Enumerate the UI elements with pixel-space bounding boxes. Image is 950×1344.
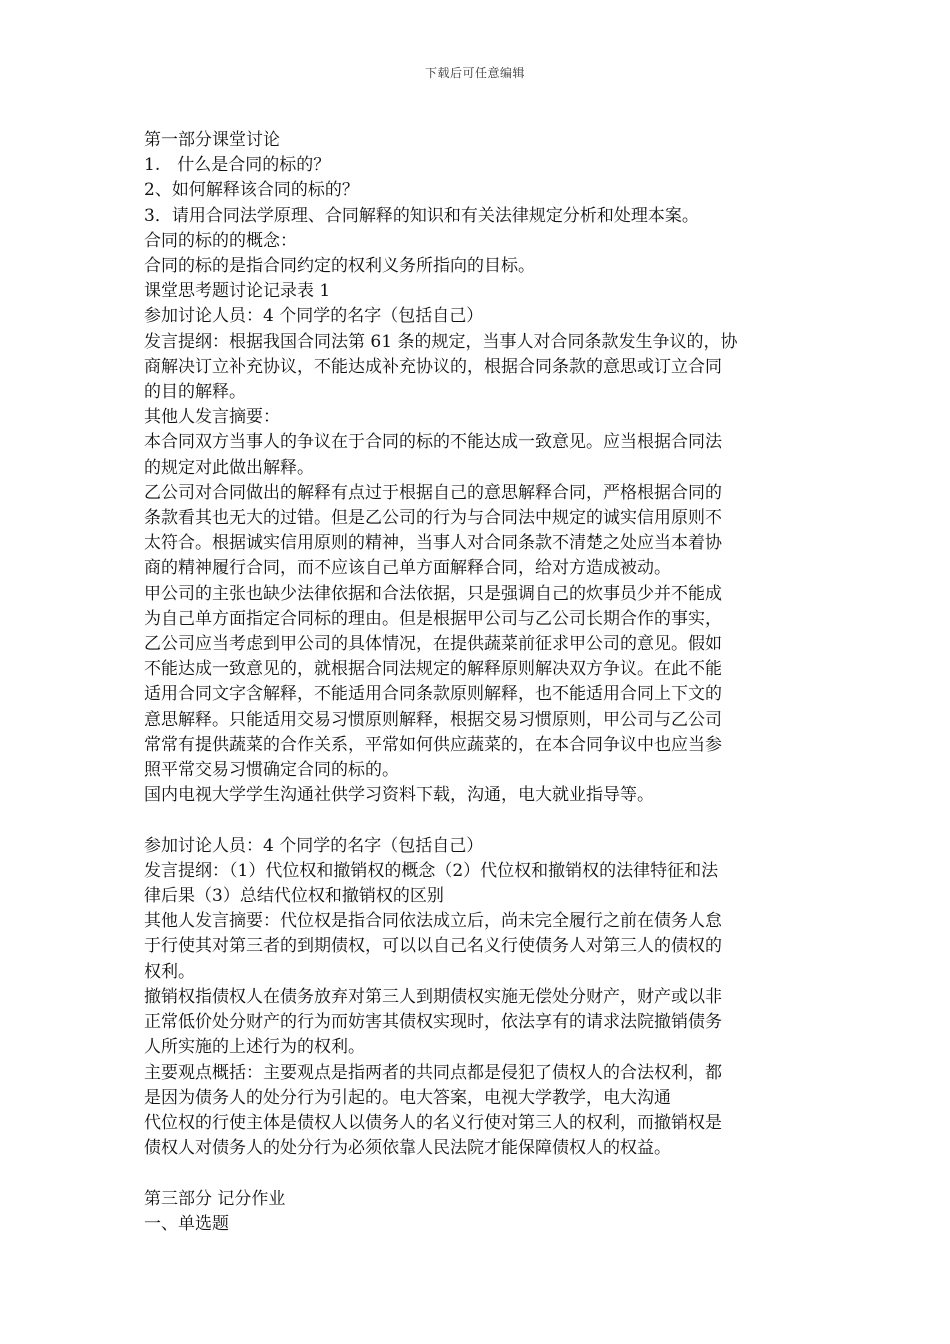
summary-1-paragraph-1: 的规定对此做出解释。 [144,457,314,478]
outline-2-line: 发言提纲：（1）代位权和撤销权的概念（2）代位权和撤销权的法律特征和法 [144,860,719,881]
question-2: 2、如何解释该合同的标的？ [144,180,359,201]
outline-2-line: 律后果（3）总结代位权和撤销权的区别 [144,886,444,907]
record-table-title: 课堂思考题讨论记录表 1 [144,281,331,302]
participants-2: 参加讨论人员：4 个同学的名字（包括自己） [144,835,484,856]
summary-1-paragraph-2: 乙公司对合同做出的解释有点过于根据自己的意思解释合同，严格根据合同的 [144,482,722,503]
main-points: 主要观点概括：主要观点是指两者的共同点都是侵犯了债权人的合法权利，都 [144,1062,722,1083]
summary-1-heading: 其他人发言摘要： [144,407,280,428]
summary-2-paragraph-2: 撤销权指债权人在债务放弃对第三人到期债权实施无偿处分财产，财产或以非 [144,986,722,1007]
section-title-part1: 第一部分课堂讨论 [144,130,280,150]
summary-1-paragraph-3: 意思解释。只能适用交易习惯原则解释，根据交易习惯原则，甲公司与乙公司 [144,709,722,730]
concept-heading: 合同的标的的概念： [144,230,297,251]
summary-1-paragraph-2: 太符合。根据诚实信用原则的精神，当事人对合同条款不清楚之处应当本着协 [144,533,722,554]
difference-paragraph: 代位权的行使主体是债权人以债务人的名义行使对第三人的权利，而撤销权是 [144,1112,722,1133]
summary-1-paragraph-3: 不能达成一致意见的，就根据合同法规定的解释原则解决双方争议。在此不能 [144,659,722,680]
page-header: 下载后可任意编辑 [424,66,525,80]
summary-1-paragraph-3: 甲公司的主张也缺少法律依据和合法依据，只是强调自己的炊事员少并不能成 [144,583,722,604]
concept-text: 合同的标的是指合同约定的权利义务所指向的目标。 [144,256,535,277]
participants-1: 参加讨论人员：4 个同学的名字（包括自己） [144,306,484,327]
summary-1-paragraph-1: 本合同双方当事人的争议在于合同的标的不能达成一致意见。应当根据合同法 [144,432,722,453]
spacer [144,1161,812,1186]
summary-1-paragraph-3: 为自己单方面指定合同标的理由。但是根据甲公司与乙公司长期合作的事实， [144,608,722,629]
summary-1-paragraph-3: 乙公司应当考虑到甲公司的具体情况，在提供蔬菜前征求甲公司的意见。假如 [144,634,722,655]
summary-1-paragraph-3: 适用合同文字含解释，不能适用合同条款原则解释，也不能适用合同上下文的 [144,684,722,705]
promo-line: 国内电视大学学生沟通社供学习资料下载，沟通，电大就业指导等。 [144,785,654,806]
subsection-single-choice: 一、单选题 [144,1213,229,1234]
summary-2-paragraph-2: 正常低价处分财产的行为而妨害其债权实现时，依法享有的请求法院撤销债务 [144,1012,722,1033]
main-points: 是因为债务人的处分行为引起的。电大答案，电视大学教学，电大沟通 [144,1087,671,1108]
summary-1-paragraph-3: 照平常交易习惯确定合同的标的。 [144,760,399,781]
outline-1-line: 商解决订立补充协议，不能达成补充协议的，根据合同条款的意思或订立合同 [144,356,722,377]
summary-1-paragraph-2: 商的精神履行合同，而不应该自己单方面解释合同，给对方造成被动。 [144,558,671,579]
difference-paragraph: 债权人对债务人的处分行为必须依靠人民法院才能保障债权人的权益。 [144,1138,671,1159]
question-3: 3．请用合同法学原理、合同解释的知识和有关法律规定分析和处理本案。 [144,205,699,226]
spacer [144,808,812,833]
document-body [144,128,812,1237]
summary-1-paragraph-2: 条款看其也无大的过错。但是乙公司的行为与合同法中规定的诚实信用原则不 [144,508,722,529]
summary-2-paragraph-1: 权利。 [144,961,195,982]
summary-2-paragraph-2: 人所实施的上述行为的权利。 [144,1037,365,1058]
summary-1-paragraph-3: 常常有提供蔬菜的合作关系，平常如何供应蔬菜的，在本合同争议中也应当参 [144,734,722,755]
outline-1-line: 发言提纲：根据我国合同法第 61 条的规定，当事人对合同条款发生争议的，协 [144,331,738,352]
summary-2-paragraph-1: 于行使其对第三者的到期债权，可以以自己名义行使债务人对第三人的债权的 [144,936,722,957]
summary-2-paragraph-1: 其他人发言摘要：代位权是指合同依法成立后，尚未完全履行之前在债务人怠 [144,911,722,932]
outline-1-line: 的目的解释。 [144,382,246,403]
question-1: 1. 什么是合同的标的？ [144,155,331,176]
section-title-part3: 第三部分 记分作业 [144,1188,286,1209]
